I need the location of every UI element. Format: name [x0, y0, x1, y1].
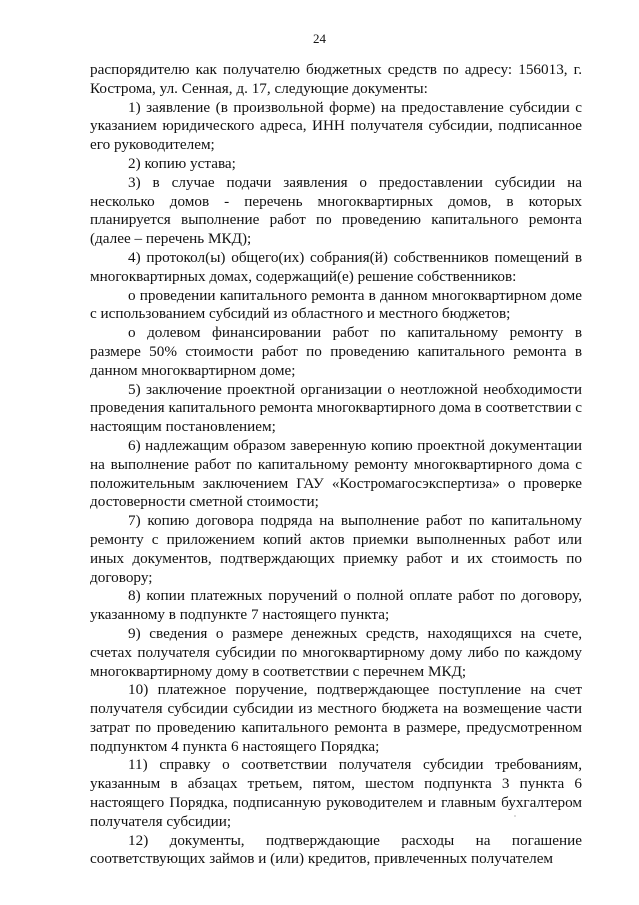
scan-speck	[514, 815, 516, 817]
paragraph-item-8-payment-orders: 8) копии платежных поручений о полной оплате работ по договору, указанному в подпункте 7 настоящего пункта;	[90, 587, 582, 624]
paragraph-item-3-mkd-list: 3) в случае подачи заявления о предоставлении субсидии на несколько домов - перечень многоквартирных домов, в которых планируется выполнение работ по проведению капитального ремонта (далее – перечень МКД);	[90, 173, 582, 248]
paragraph-item-1-application: 1) заявление (в произвольной форме) на предоставление субсидии с указанием юридического адреса, ИНН получателя субсидии, подписанное его руководителем;	[90, 98, 582, 154]
paragraph-item-4-sub-cofinancing: о долевом финансировании работ по капитальному ремонту в размере 50% стоимости работ по проведению капитального ремонта в данном многоквартирном доме;	[90, 324, 582, 379]
paragraph-recipient-address: распорядителю как получателю бюджетных средств по адресу: 156013, г. Кострома, ул. Сенная, д. 17, следующие документы:	[90, 61, 582, 97]
paragraph-item-9-funds-info: 9) сведения о размере денежных средств, находящихся на счете, счетах получателя субсидии по многоквартирному дому либо по каждому многоквартирному дому в соответствии с перечнем МКД;	[90, 624, 582, 680]
paragraph-item-10-payment-order: 10) платежное поручение, подтверждающее поступление на счет получателя субсидии субсидии из местного бюджета на возмещение части затрат по проведению капитального ремонта в размере, предусмотренном подпунктом 4 пункта 6 настоящего Порядка;	[90, 681, 582, 755]
paragraph-item-7-contract: 7) копию договора подряда на выполнение работ по капитальному ремонту с приложением копий актов приемки выполненных работ или иных документов, подтверждающих приемку работ и их стоимость по договору;	[90, 512, 582, 586]
page-number: 24	[313, 31, 326, 46]
paragraph-item-2-charter: 2) копию устава;	[128, 154, 236, 172]
paragraph-item-4-sub-repair: о проведении капитального ремонта в данном многоквартирном доме с использованием субсидий из областного и местного бюджетов;	[90, 286, 582, 323]
paragraph-item-6-project-docs: 6) надлежащим образом заверенную копию проектной документации на выполнение работ по капитальному ремонту многоквартирного дома с положительным заключением ГАУ «Костромагосэкспертиза» о проверке достоверности сметной стоимости;	[90, 436, 582, 511]
paragraph-item-12-expense-docs: 12) документы, подтверждающие расходы на погашение соответствующих займов и (или) кредитов, привлеченных получателем	[90, 831, 582, 868]
paragraph-item-5-conclusion: 5) заключение проектной организации о неотложной необходимости проведения капитального ремонта многоквартирного дома в соответствии с настоящим постановлением;	[90, 380, 582, 436]
document-body	[90, 61, 582, 869]
paragraph-item-11-certificate: 11) справку о соответствии получателя субсидии требованиям, указанным в абзацах третьем, пятом, шестом подпункта 3 пункта 6 настоящего Порядка, подписанную руководителем и главным бухгалтером получателя субсидии;	[90, 756, 582, 830]
paragraph-item-4-protocols: 4) протокол(ы) общего(их) собрания(й) собственников помещений в многоквартирных домах, содержащий(е) решение собственников:	[90, 248, 582, 285]
